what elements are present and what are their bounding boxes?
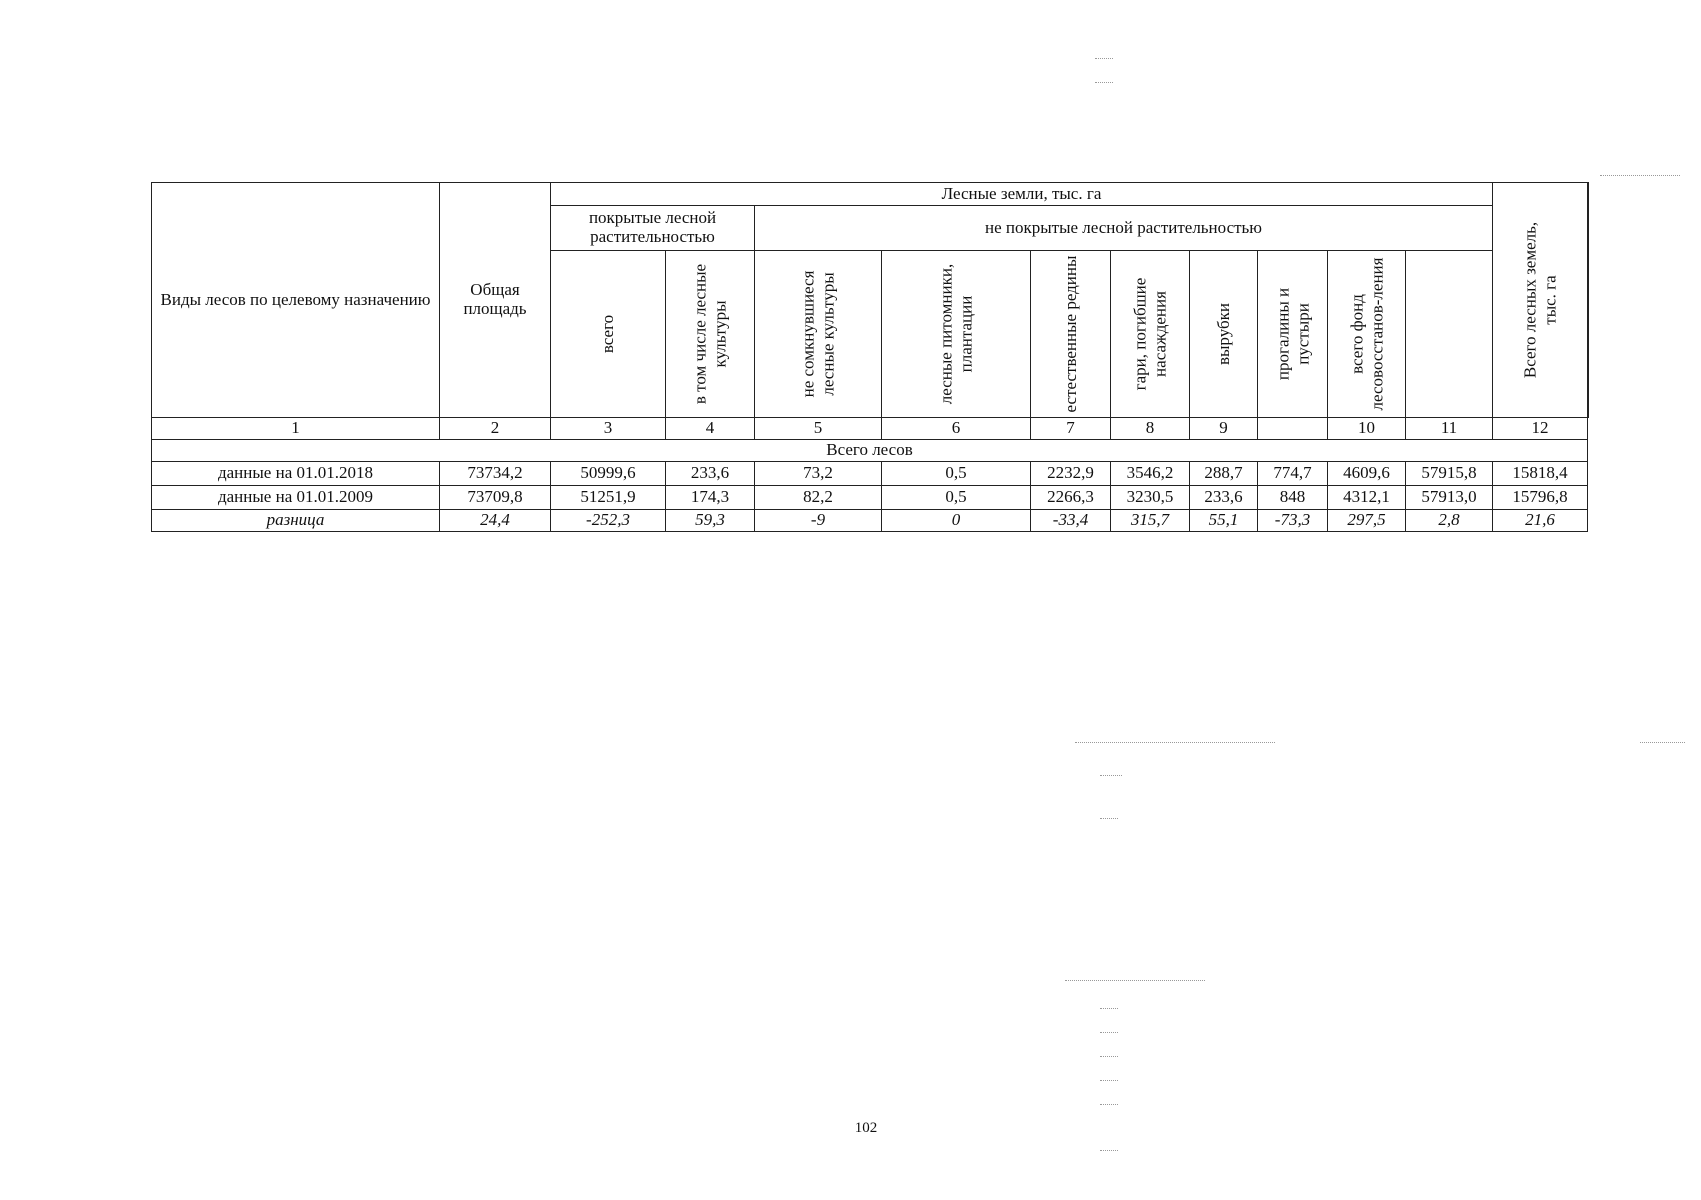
table-cell: 57915,8 — [1406, 462, 1493, 486]
column-number: 8 — [1111, 418, 1190, 440]
forest-land-table — [151, 182, 1589, 532]
table-cell: 4609,6 — [1328, 462, 1406, 486]
header-sub-reforestation-fund: всего фонд лесовосстанов-ления — [1328, 251, 1406, 418]
section-title: Всего лесов — [152, 440, 1588, 462]
scan-mark — [1075, 742, 1275, 743]
header-total-area: Общая площадь — [440, 183, 551, 418]
scan-mark — [1095, 82, 1113, 83]
scan-mark — [1100, 775, 1122, 776]
column-number: 12 — [1493, 418, 1588, 440]
column-number: 10 — [1328, 418, 1406, 440]
header-sub-unclosed: не сомкнувшиеся лесные культуры — [755, 251, 882, 418]
table-cell: 0 — [882, 510, 1031, 532]
table-cell: 233,6 — [1190, 486, 1258, 510]
table-cell: 59,3 — [666, 510, 755, 532]
table-cell: 3546,2 — [1111, 462, 1190, 486]
scan-mark — [1100, 1008, 1118, 1009]
table-cell: 21,6 — [1493, 510, 1588, 532]
header-covered: покрытые лесной растительностью — [551, 206, 755, 251]
table-cell: 2232,9 — [1031, 462, 1111, 486]
table-cell: 4312,1 — [1328, 486, 1406, 510]
row-label: разница — [152, 510, 440, 532]
scan-mark — [1065, 980, 1205, 981]
column-number: 5 — [755, 418, 882, 440]
table-cell: 297,5 — [1328, 510, 1406, 532]
column-number: 1 — [152, 418, 440, 440]
column-number: 4 — [666, 418, 755, 440]
table-cell: 3230,5 — [1111, 486, 1190, 510]
table-cell: 0,5 — [882, 486, 1031, 510]
table-cell: 174,3 — [666, 486, 755, 510]
table-cell: -73,3 — [1258, 510, 1328, 532]
scan-mark — [1100, 1104, 1118, 1105]
scan-mark — [1100, 1032, 1118, 1033]
scan-mark — [1100, 1056, 1118, 1057]
table-cell: 774,7 — [1258, 462, 1328, 486]
row-label: данные на 01.01.2018 — [152, 462, 440, 486]
header-all-forest-lands: Всего лесных земель, тыс. га — [1493, 183, 1588, 418]
scan-mark — [1100, 1080, 1118, 1081]
column-number: 3 — [551, 418, 666, 440]
table-cell: 73,2 — [755, 462, 882, 486]
table-cell: 233,6 — [666, 462, 755, 486]
scan-mark — [1095, 58, 1113, 59]
table-cell: -33,4 — [1031, 510, 1111, 532]
table-cell: 2266,3 — [1031, 486, 1111, 510]
header-all-nonforest-lands — [1588, 183, 1589, 418]
table-cell: 57913,0 — [1406, 486, 1493, 510]
table-cell: 848 — [1258, 486, 1328, 510]
table-cell: 82,2 — [755, 486, 882, 510]
table-cell: 0,5 — [882, 462, 1031, 486]
table-cell: -252,3 — [551, 510, 666, 532]
header-sub-plantations: в том числе лесные культуры — [666, 251, 755, 418]
header-sub-nurseries: лесные питомники, плантации — [882, 251, 1031, 418]
table-cell: -9 — [755, 510, 882, 532]
column-number: 2 — [440, 418, 551, 440]
header-row-label: Виды лесов по целевому назначению — [152, 183, 440, 418]
table-cell: 73709,8 — [440, 486, 551, 510]
column-number — [1258, 418, 1328, 440]
table-row — [152, 462, 1589, 486]
table-cell: 315,7 — [1111, 510, 1190, 532]
table-row — [152, 486, 1589, 510]
header-sub-clearcuts: вырубки — [1190, 251, 1258, 418]
column-number: 9 — [1190, 418, 1258, 440]
table-cell: 73734,2 — [440, 462, 551, 486]
table-cell: 51251,9 — [551, 486, 666, 510]
header-sub-sparse: естественные редины — [1031, 251, 1111, 418]
header-not-covered: не покрытые лесной растительностью — [755, 206, 1493, 251]
header-sub-total: всего — [551, 251, 666, 418]
table-row-difference — [152, 510, 1589, 532]
table-cell: 2,8 — [1406, 510, 1493, 532]
table-cell: 55,1 — [1190, 510, 1258, 532]
scan-mark — [1600, 175, 1680, 176]
table-cell: 15796,8 — [1493, 486, 1588, 510]
column-number: 11 — [1406, 418, 1493, 440]
scan-mark — [1100, 1150, 1118, 1151]
column-number: 6 — [882, 418, 1031, 440]
page-number: 102 — [854, 1120, 878, 1136]
header-forest-lands: Лесные земли, тыс. га — [551, 183, 1493, 206]
scan-mark — [1640, 742, 1685, 743]
table-cell: 24,4 — [440, 510, 551, 532]
table-cell: 15818,4 — [1493, 462, 1588, 486]
header-sub-burnt: гари, погибшие насаждения — [1111, 251, 1190, 418]
scan-mark — [1100, 818, 1118, 819]
column-number: 7 — [1031, 418, 1111, 440]
table-cell: 288,7 — [1190, 462, 1258, 486]
row-label: данные на 01.01.2009 — [152, 486, 440, 510]
header-sub-glades: прогалины и пустыри — [1258, 251, 1328, 418]
table-cell: 50999,6 — [551, 462, 666, 486]
